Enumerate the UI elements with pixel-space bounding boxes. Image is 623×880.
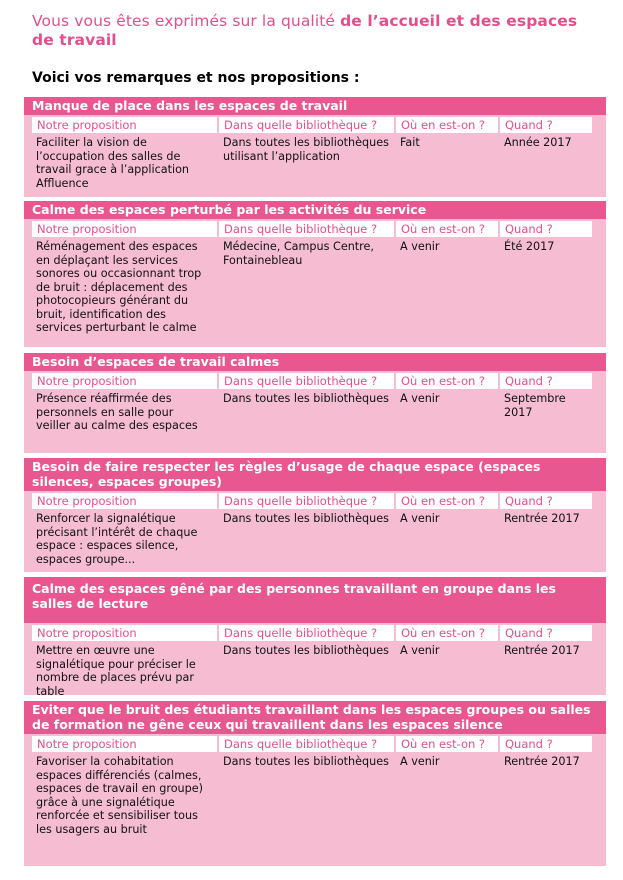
cell-status: A venir: [400, 644, 440, 657]
cell-status: A venir: [400, 240, 440, 253]
section-card: [24, 353, 606, 453]
cell-when: Rentrée 2017: [504, 755, 580, 768]
section-card: [24, 701, 606, 866]
cell-proposition: Réménagement des espaces en déplaçant les services sonores ou occasionnant trop de bruit : déplacement des photocopieurs générant du bruit, identification des services perturbant le calme: [36, 240, 202, 334]
section-title: Manque de place dans les espaces de travail: [24, 97, 606, 115]
cell-proposition: Renforcer la signalétique précisant l’intérêt de chaque espace : espaces silence, espaces groupe...: [36, 512, 198, 566]
cell-proposition: Présence réaffirmée des personnels en salle pour veiller au calme des espaces: [36, 392, 198, 432]
column-header-when: Quand ?: [500, 221, 592, 237]
section-title: Eviter que le bruit des étudiants travaillant dans les espaces groupes ou salles de formation ne gêne ceux qui travaillent dans les espaces silence: [24, 701, 606, 734]
column-header-proposition: Notre proposition: [32, 625, 217, 641]
cell-library: Dans toutes les bibliothèques: [223, 392, 389, 405]
cell-when: Septembre 2017: [504, 392, 566, 419]
column-header-proposition: Notre proposition: [32, 117, 217, 133]
cell-library: Dans toutes les bibliothèques: [223, 755, 389, 768]
title-topic: de l’accueil et des espaces de travail: [32, 12, 578, 49]
column-header-row: [24, 625, 606, 641]
section-card: [24, 458, 606, 572]
column-header-row: [24, 221, 606, 237]
column-header-status: Où en est-on ?: [396, 221, 498, 237]
column-header-status: Où en est-on ?: [396, 736, 498, 752]
column-header-when: Quand ?: [500, 736, 592, 752]
column-header-row: [24, 117, 606, 133]
cell-status: Fait: [400, 136, 420, 149]
cell-proposition: Mettre en œuvre une signalétique pour préciser le nombre de places prévu par table: [36, 644, 196, 698]
section-card: [24, 97, 606, 197]
column-header-when: Quand ?: [500, 625, 592, 641]
page-title: [32, 12, 592, 50]
cell-status: A venir: [400, 512, 440, 525]
section-title: Calme des espaces perturbé par les activités du service: [24, 201, 606, 219]
section-card: [24, 577, 606, 698]
cell-proposition: Faciliter la vision de l’occupation des salles de travail grace à l’application Affluence: [36, 136, 190, 190]
column-header-proposition: Notre proposition: [32, 736, 217, 752]
column-header-row: [24, 736, 606, 752]
section-card: [24, 201, 606, 347]
title-intro: Vous vous êtes exprimés sur la qualité: [32, 12, 341, 30]
cell-status: A venir: [400, 755, 440, 768]
cell-proposition: Favoriser la cohabitation espaces différenciés (calmes, espaces de travail en groupe) grâce à une signalétique renforcée et sensibiliser tous les usagers au bruit: [36, 755, 203, 836]
column-header-proposition: Notre proposition: [32, 493, 217, 509]
column-header-status: Où en est-on ?: [396, 117, 498, 133]
column-header-status: Où en est-on ?: [396, 625, 498, 641]
column-header-library: Dans quelle bibliothèque ?: [219, 117, 394, 133]
cell-when: Année 2017: [504, 136, 572, 149]
column-header-library: Dans quelle bibliothèque ?: [219, 493, 394, 509]
section-title: Besoin d’espaces de travail calmes: [24, 353, 606, 371]
column-header-status: Où en est-on ?: [396, 493, 498, 509]
cell-when: Été 2017: [504, 240, 555, 253]
section-title: Besoin de faire respecter les règles d’usage de chaque espace (espaces silences, espaces groupes): [24, 458, 606, 491]
column-header-when: Quand ?: [500, 373, 592, 389]
column-header-when: Quand ?: [500, 493, 592, 509]
column-header-row: [24, 373, 606, 389]
column-header-row: [24, 493, 606, 509]
column-header-library: Dans quelle bibliothèque ?: [219, 625, 394, 641]
cell-library: Dans toutes les bibliothèques: [223, 512, 389, 525]
column-header-when: Quand ?: [500, 117, 592, 133]
column-header-proposition: Notre proposition: [32, 373, 217, 389]
cell-when: Rentrée 2017: [504, 644, 580, 657]
section-title: Calme des espaces gêné par des personnes travaillant en groupe dans les salles de lecture: [24, 577, 606, 623]
cell-library: Médecine, Campus Centre, Fontainebleau: [223, 240, 374, 267]
cell-library: Dans toutes les bibliothèques utilisant l’application: [223, 136, 389, 163]
cell-status: A venir: [400, 392, 440, 405]
column-header-status: Où en est-on ?: [396, 373, 498, 389]
column-header-library: Dans quelle bibliothèque ?: [219, 373, 394, 389]
column-header-proposition: Notre proposition: [32, 221, 217, 237]
column-header-library: Dans quelle bibliothèque ?: [219, 736, 394, 752]
cell-when: Rentrée 2017: [504, 512, 580, 525]
column-header-library: Dans quelle bibliothèque ?: [219, 221, 394, 237]
cell-library: Dans toutes les bibliothèques: [223, 644, 389, 657]
page-subtitle: Voici vos remarques et nos propositions :: [32, 70, 360, 86]
